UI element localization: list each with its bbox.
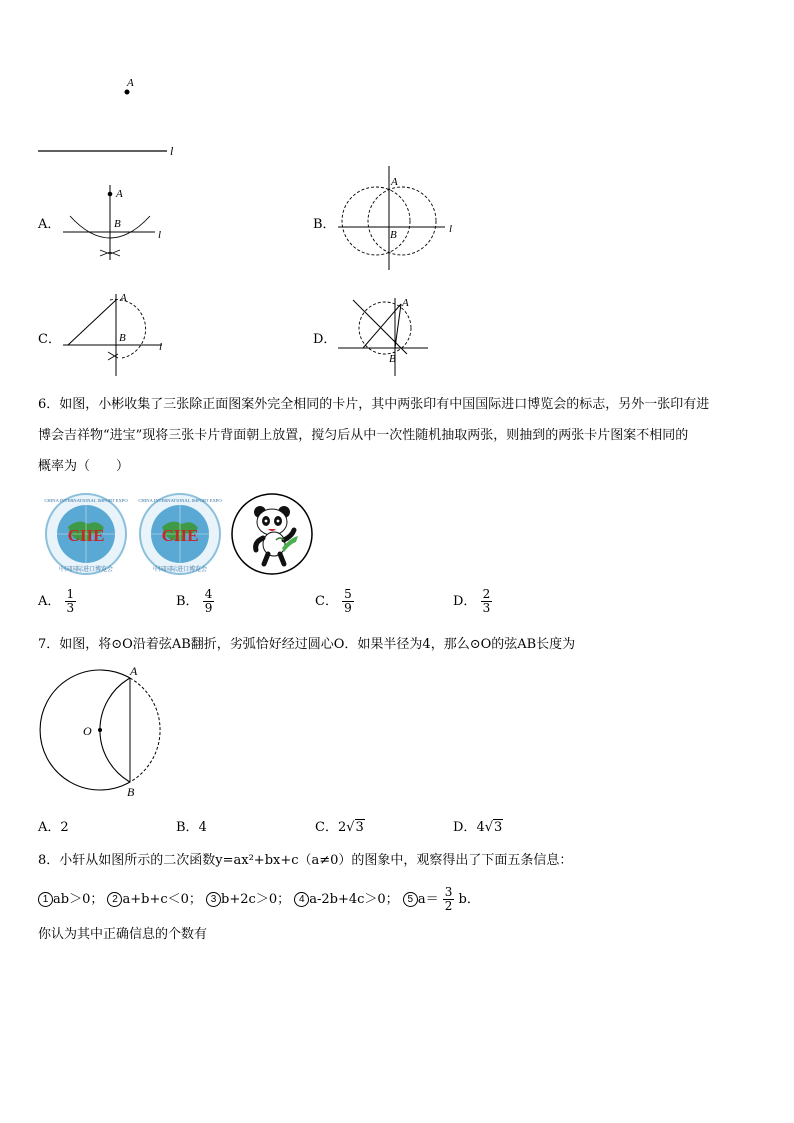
q7-circle-figure xyxy=(30,660,180,805)
panda-mascot-card xyxy=(230,492,314,576)
svg-text:B: B xyxy=(389,353,396,365)
q5-option-b-letter: B． xyxy=(313,217,336,232)
q6-line1: 6．如图，小彬收集了三张除正面图案外完全相同的卡片，其中两张印有中国国际进口博览会的标志，另外一张印有进 xyxy=(38,397,710,412)
ciie-text: CIIE xyxy=(161,526,199,545)
point-a-label: A xyxy=(127,77,134,89)
q5-main-figure xyxy=(30,70,190,165)
ciie-ring-top: CHINA INTERNATIONAL IMPORT EXPO xyxy=(138,498,222,503)
q8-items: 1 ab＞0； 2 a+b+c＜0； 3 b+2c＞0； 4 a-2b+4c＞0； 5 a＝ $\frac{3}{2}$ b． xyxy=(38,886,480,913)
q6-option-c: C． $\frac{5}{9}$ xyxy=(315,587,352,615)
svg-text:A: A xyxy=(120,292,127,304)
q6-option-b: B． $\frac{4}{9}$ xyxy=(176,587,213,615)
ciie-logo-card-2 xyxy=(138,492,222,576)
q7-option-d: D．4√3 xyxy=(453,820,503,835)
point-a xyxy=(125,90,130,95)
q5-option-c-figure xyxy=(58,288,178,378)
ciie-ring-top: CHINA INTERNATIONAL IMPORT EXPO xyxy=(44,498,128,503)
svg-text:l: l xyxy=(449,223,453,235)
ciie-logo-card-1 xyxy=(44,492,128,576)
q7-label-o: O xyxy=(83,724,92,738)
svg-text:A: A xyxy=(116,188,123,200)
q7-text: 7．如图，将⊙O沿着弦AB翻折，劣弧恰好经过圆心O．如果半径为4，那么⊙O的弦AB长度为 xyxy=(38,637,576,652)
q5-option-c-letter: C． xyxy=(38,332,61,347)
svg-text:B: B xyxy=(119,332,126,344)
q5-option-a-figure xyxy=(58,180,178,265)
q7-option-b: B．4 xyxy=(176,820,207,835)
q5-option-a-letter: A． xyxy=(38,217,61,232)
ciie-ring-bottom: 中国国际进口博览会 xyxy=(152,567,208,573)
svg-text:A: A xyxy=(391,176,398,188)
ciie-ring-bottom: 中国国际进口博览会 xyxy=(58,567,114,573)
svg-text:l: l xyxy=(159,341,163,353)
q5-option-d-letter: D． xyxy=(313,332,337,347)
q6-line2: 博会吉祥物“进宝”现将三张卡片背面朝上放置，搅匀后从中一次性随机抽取两张，则抽到的两张卡片图案不相同的 xyxy=(38,428,689,443)
q5-option-d-figure xyxy=(333,290,453,378)
q5-option-b-figure xyxy=(333,162,463,272)
q8-line3: 你认为其中正确信息的个数有 xyxy=(38,927,208,942)
q8-line1: 8．小轩从如图所示的二次函数y=ax²+bx+c（a≠0）的图象中，观察得出了下面五条信息： xyxy=(38,853,573,868)
svg-text:B: B xyxy=(390,229,397,241)
q6-option-d: D． $\frac{2}{3}$ xyxy=(453,587,491,615)
q7-label-b: B xyxy=(127,785,135,799)
q7-label-a: A xyxy=(130,664,138,678)
svg-text:l: l xyxy=(158,229,162,241)
q6-line3: 概率为（ ） xyxy=(38,459,130,474)
q6-option-a: A． $\frac{1}{3}$ xyxy=(38,587,75,615)
q7-option-a: A．2 xyxy=(38,820,69,835)
svg-text:A: A xyxy=(402,297,409,309)
ciie-text: CIIE xyxy=(67,526,105,545)
svg-text:B: B xyxy=(114,218,121,230)
line-l-label: l xyxy=(170,144,174,158)
q7-option-c: C．2√3 xyxy=(315,820,364,835)
